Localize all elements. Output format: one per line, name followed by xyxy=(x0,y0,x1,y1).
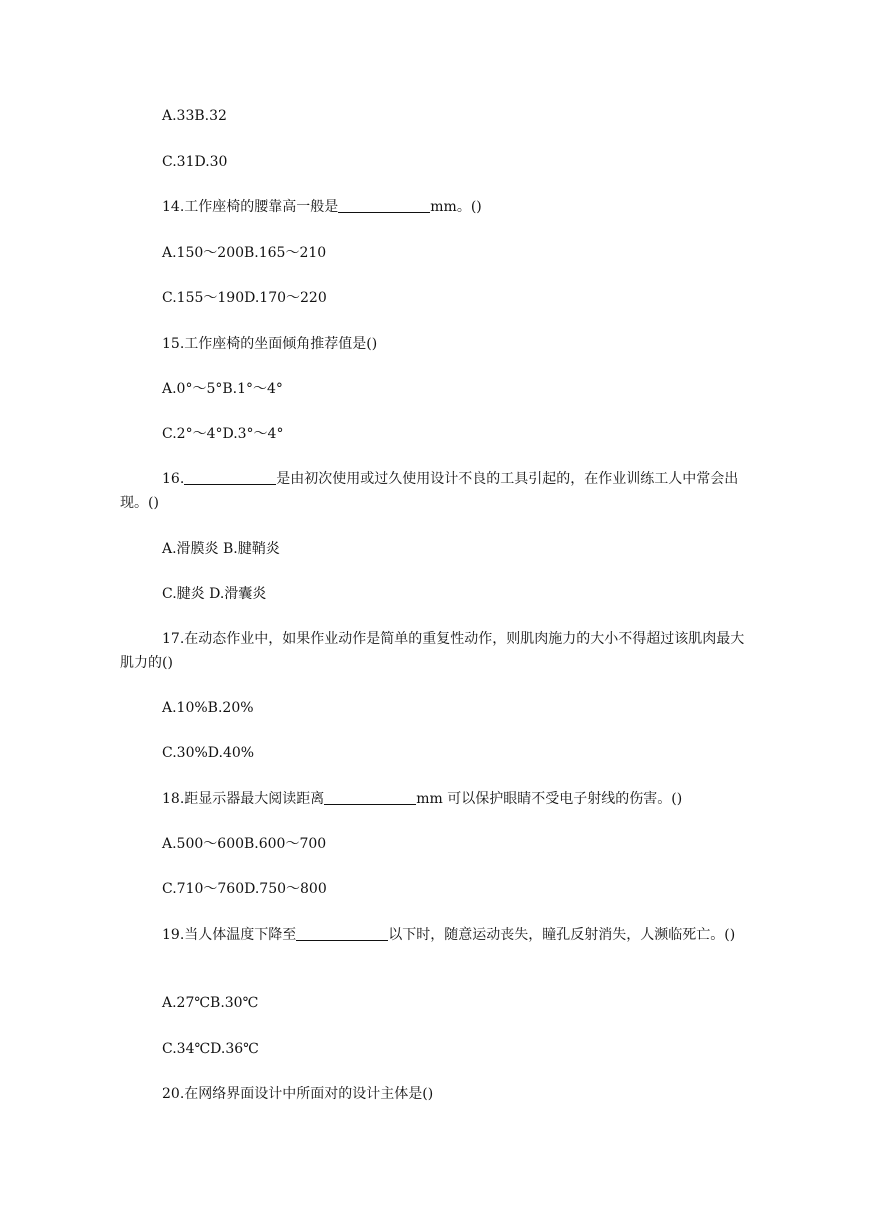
question-16 xyxy=(120,467,747,515)
question-19 xyxy=(120,923,747,947)
question-text: mm 可以保护眼睛不受电子射线的伤害。() xyxy=(416,791,683,807)
answer-blank xyxy=(184,470,276,485)
question-text: 是由初次使用或过久使用设计不良的工具引起的，在作业训练工人中常会出现。() xyxy=(120,471,739,511)
option-line: C.155～190D.170～220 xyxy=(162,290,327,306)
question-20: 20.在网络界面设计中所面对的设计主体是() xyxy=(162,1086,434,1102)
question-text: 以下时，随意运动丧失，瞳孔反射消失，人濒临死亡。() xyxy=(388,927,736,943)
answer-blank xyxy=(296,926,388,941)
question-text: mm。() xyxy=(430,199,482,215)
question-17 xyxy=(120,627,747,675)
option-line: A.27℃B.30℃ xyxy=(162,995,259,1011)
option-line: C.2°～4°D.3°～4° xyxy=(162,426,284,442)
question-text: 16. xyxy=(162,471,185,487)
option-line: A.150～200B.165～210 xyxy=(162,245,327,261)
question-text: 19.当人体温度下降至 xyxy=(162,927,297,943)
question-text: 18.距显示器最大阅读距离 xyxy=(162,791,325,807)
answer-blank xyxy=(324,790,416,805)
question-18 xyxy=(162,787,749,811)
option-line: C.34℃D.36℃ xyxy=(162,1041,259,1057)
option-line: A.0°～5°B.1°～4° xyxy=(162,381,283,397)
option-line: C.30%D.40% xyxy=(162,745,255,761)
option-line: C.710～760D.750～800 xyxy=(162,881,327,897)
option-line: A.33B.32 xyxy=(162,108,227,124)
question-14 xyxy=(162,195,749,219)
question-text: 14.工作座椅的腰靠高一般是 xyxy=(162,199,339,215)
question-text: 17.在动态作业中，如果作业动作是简单的重复性动作，则肌肉施力的大小不得超过该肌肉最大肌力的() xyxy=(120,631,745,671)
question-15: 15.工作座椅的坐面倾角推荐值是() xyxy=(162,336,378,352)
option-line: A.10%B.20% xyxy=(162,700,254,716)
option-line: A.滑膜炎 B.腱鞘炎 xyxy=(162,541,280,557)
option-line: A.500～600B.600～700 xyxy=(162,836,327,852)
option-line: C.31D.30 xyxy=(162,154,228,170)
option-line: C.腱炎 D.滑囊炎 xyxy=(162,586,267,602)
answer-blank xyxy=(338,198,430,213)
